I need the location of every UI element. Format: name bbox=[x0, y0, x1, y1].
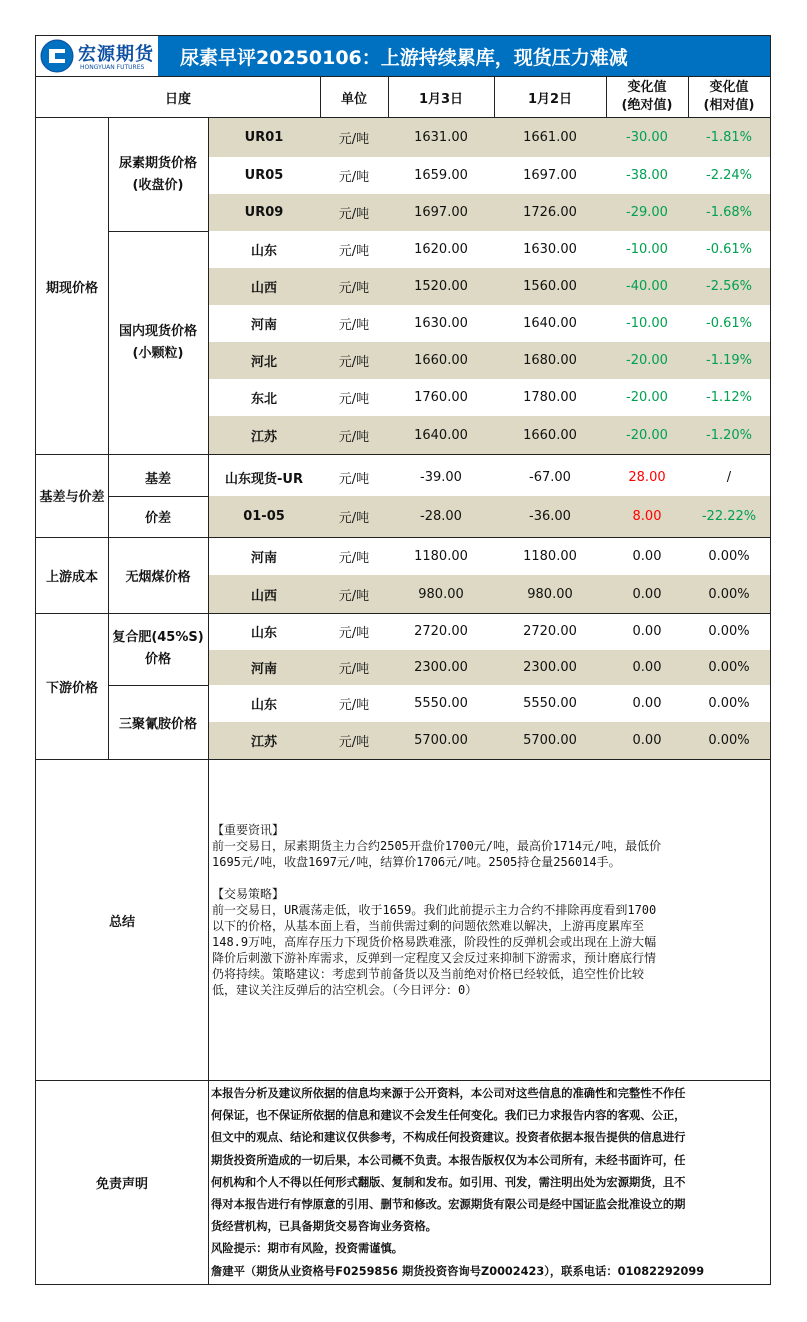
table-cell-v1: -39.00 bbox=[420, 469, 462, 485]
table-cell-abs: -20.00 bbox=[626, 353, 668, 368]
table-cell-item: 山西 bbox=[250, 588, 277, 604]
summary-label: 总结 bbox=[108, 914, 135, 930]
disclaimer-line: 本报告分析及建议所依据的信息均来源于公开资料，本公司对这些信息的准确性和完整性不作任 bbox=[211, 1087, 686, 1100]
strategy-line: 148.9万吨，高库存压力下现货价格易跌难涨，阶段性的反弹机会或出现在上游大幅 bbox=[212, 935, 657, 949]
grid-line bbox=[36, 537, 770, 538]
table-cell-item: 东北 bbox=[250, 392, 277, 407]
table-cell-item: 山东 bbox=[250, 698, 277, 713]
table-cell-rel: -1.19% bbox=[706, 353, 752, 368]
disclaimer-line: 何保证，也不保证所依据的信息和建议不会发生任何变化。我们已力求报告内容的客观、公正， bbox=[211, 1109, 686, 1123]
table-cell-item: 河南 bbox=[250, 662, 277, 677]
news-body bbox=[212, 838, 768, 870]
strategy-line: 前一交易日，UR震荡走低，收于1659。我们此前提示主力合约不排除再度看到1700 bbox=[212, 903, 657, 917]
table-cell-unit: 元/吨 bbox=[338, 511, 370, 526]
header-date2: 1月2日 bbox=[527, 91, 573, 107]
table-cell-abs: 0.00 bbox=[632, 586, 662, 602]
table-cell-v1: 1640.00 bbox=[414, 427, 468, 443]
grid-line bbox=[36, 1080, 770, 1081]
table-cell-v2: 1630.00 bbox=[523, 242, 577, 257]
table-cell-unit: 元/吨 bbox=[338, 471, 370, 487]
table-cell-unit: 元/吨 bbox=[338, 170, 370, 185]
table-cell-v1: 980.00 bbox=[418, 586, 464, 602]
table-cell-v2: 5700.00 bbox=[523, 733, 577, 748]
table-cell-abs: -10.00 bbox=[626, 316, 668, 331]
table-cell-rel: 0.00% bbox=[708, 733, 750, 748]
table-cell-v2: 5550.00 bbox=[523, 696, 577, 711]
header-change-rel-line2: (相对值) bbox=[703, 98, 755, 113]
table-cell-v2: 1660.00 bbox=[523, 427, 577, 443]
table-cell-rel: 0.00% bbox=[708, 548, 750, 564]
table-cell-unit: 元/吨 bbox=[338, 392, 370, 407]
disclaimer-line: 期货投资所造成的一切后果，本公司概不负责。本报告版权仅为本公司所有，未经书面许可，任 bbox=[211, 1153, 686, 1167]
strategy-line: 降价后刺激下游补库需求，反弹到一定程度又会反过来抑制下游需求，预计磨底行情 bbox=[212, 951, 657, 965]
melamine-price-label: 三聚氰胺价格 bbox=[118, 716, 197, 732]
strategy-line: 仍将持续。策略建议：考虑到节前备货以及当前绝对价格已经较低，追空性价比较 bbox=[212, 967, 645, 981]
strategy-body bbox=[212, 902, 768, 998]
table-cell-rel: 0.00% bbox=[708, 660, 750, 675]
table-cell-rel: -2.24% bbox=[706, 168, 752, 183]
table-cell-abs: 0.00 bbox=[632, 733, 662, 748]
header-date1: 1月3日 bbox=[418, 91, 464, 107]
spread-label: 价差 bbox=[144, 511, 171, 526]
table-cell-abs: 28.00 bbox=[628, 469, 666, 485]
table-cell-unit: 元/吨 bbox=[338, 244, 370, 259]
table-cell-v1: 2300.00 bbox=[414, 660, 468, 675]
spot-price-label-line1: 国内现货价格 bbox=[118, 323, 197, 339]
table-cell-abs: -29.00 bbox=[626, 205, 668, 220]
table-cell-unit: 元/吨 bbox=[338, 355, 370, 370]
table-cell-rel: -2.56% bbox=[706, 279, 752, 294]
header-change-abs bbox=[606, 77, 688, 117]
table-cell-v1: 5700.00 bbox=[414, 733, 468, 748]
futures-price-label-line1: 尿素期货价格 bbox=[118, 155, 197, 171]
logo-sub: HONGYUAN FUTURES bbox=[80, 64, 145, 71]
table-cell-v2: 980.00 bbox=[527, 586, 573, 602]
table-cell-unit: 元/吨 bbox=[338, 281, 370, 296]
grid-line bbox=[320, 77, 321, 117]
table-cell-abs: 0.00 bbox=[632, 548, 662, 564]
header-date-label: 日度 bbox=[164, 91, 191, 107]
table-cell-unit: 元/吨 bbox=[338, 132, 370, 147]
table-cell-item: 01-05 bbox=[243, 509, 285, 524]
table-cell-v2: 1640.00 bbox=[523, 316, 577, 331]
disclaimer-line: 但文中的观点、结论和建议仅供参考，不构成任何投资建议。投资者依据本报告提供的信息进行 bbox=[211, 1131, 686, 1145]
table-cell-rel: -22.22% bbox=[701, 509, 757, 524]
table-cell-v2: 2720.00 bbox=[523, 624, 577, 639]
table-cell-unit: 元/吨 bbox=[338, 550, 370, 566]
title-bar bbox=[158, 36, 770, 76]
table-cell-v1: 1630.00 bbox=[414, 316, 468, 331]
table-cell-rel: 0.00% bbox=[708, 696, 750, 711]
table-cell-v1: 1660.00 bbox=[414, 353, 468, 368]
table-cell-v2: 1661.00 bbox=[523, 130, 577, 145]
hongyuan-logo-icon bbox=[40, 39, 74, 73]
disclaimer-line: 货经营机构，已具备期货交易咨询业务资格。 bbox=[211, 1220, 437, 1234]
table-cell-rel: -1.12% bbox=[706, 390, 752, 405]
table-cell-v1: 5550.00 bbox=[414, 696, 468, 711]
table-cell-item: 山西 bbox=[250, 281, 277, 296]
table-cell-abs: 8.00 bbox=[632, 509, 662, 524]
disclaimer-line: 风险提示：期市有风险，投资需谨慎。 bbox=[211, 1242, 404, 1256]
spot-price-label-line2: (小颗粒) bbox=[132, 345, 184, 361]
header-unit: 单位 bbox=[340, 91, 367, 107]
table-cell-item: 山东 bbox=[250, 244, 277, 259]
table-cell-rel: -0.61% bbox=[706, 242, 752, 257]
disclaimer-line: 何机构和个人不得以任何形式翻版、复制和发布。如引用、刊发，需注明出处为宏源期货，且不 bbox=[211, 1175, 686, 1189]
table-cell-rel: 0.00% bbox=[708, 624, 750, 639]
fertilizer-price-label-line2: 价格 bbox=[144, 652, 171, 667]
table-cell-v1: 1520.00 bbox=[414, 279, 468, 294]
grid-line bbox=[208, 117, 209, 1284]
strategy-heading: 【交易策略】 bbox=[212, 887, 285, 901]
table-cell-abs: 0.00 bbox=[632, 696, 662, 711]
spot-price-label bbox=[108, 231, 208, 454]
table-cell-abs: -30.00 bbox=[626, 130, 668, 145]
table-cell-v2: 1697.00 bbox=[523, 168, 577, 183]
header-change-rel-line1: 变化值 bbox=[709, 80, 749, 95]
table-cell-rel: -0.61% bbox=[706, 316, 752, 331]
page-title: 尿素早评20250106：上游持续累库，现货压力难减 bbox=[180, 46, 628, 69]
table-cell-unit: 元/吨 bbox=[338, 207, 370, 222]
table-cell-v1: 1620.00 bbox=[414, 242, 468, 257]
header-change-abs-line1: 变化值 bbox=[627, 80, 667, 95]
table-cell-item: 河北 bbox=[250, 355, 277, 370]
table-cell-item: UR01 bbox=[244, 130, 284, 145]
grid-line bbox=[36, 759, 770, 760]
table-cell-rel: / bbox=[726, 469, 732, 485]
table-cell-v1: 2720.00 bbox=[414, 624, 468, 639]
table-cell-item: 山东现货-UR bbox=[225, 471, 303, 487]
table-cell-unit: 元/吨 bbox=[338, 662, 370, 677]
grid-line bbox=[36, 76, 770, 77]
section-basis: 基差与价差 bbox=[39, 490, 105, 505]
table-cell-item: 山东 bbox=[250, 626, 277, 641]
table-cell-v2: 1780.00 bbox=[523, 390, 577, 405]
table-cell-abs: -10.00 bbox=[626, 242, 668, 257]
table-cell-abs: 0.00 bbox=[632, 624, 662, 639]
grid-line bbox=[606, 77, 607, 117]
table-cell-unit: 元/吨 bbox=[338, 626, 370, 641]
strategy-line: 以下的价格，从基本面上看，当前供需过剩的问题依然难以解决，上游再度累库至 bbox=[212, 919, 645, 933]
grid-line bbox=[36, 454, 770, 455]
table-cell-abs: -38.00 bbox=[626, 168, 668, 183]
table-cell-rel: -1.68% bbox=[706, 205, 752, 220]
table-cell-abs: -20.00 bbox=[626, 390, 668, 405]
strategy-line: 低，建议关注反弹后的沽空机会。（今日评分：0） bbox=[212, 983, 478, 997]
fertilizer-price-label-line1: 复合肥(45%S) bbox=[112, 630, 204, 645]
logo-area bbox=[36, 36, 158, 76]
basis-label: 基差 bbox=[144, 471, 171, 487]
table-cell-unit: 元/吨 bbox=[338, 735, 370, 750]
table-cell-rel: -1.81% bbox=[706, 130, 752, 145]
table-cell-rel: 0.00% bbox=[708, 586, 750, 602]
news-line: 1695元/吨，收盘1697元/吨，结算价1706元/吨。2505持仓量256014手。 bbox=[212, 855, 621, 869]
header-change-abs-line2: (绝对值) bbox=[621, 98, 673, 113]
table-cell-v1: 1659.00 bbox=[414, 168, 468, 183]
table-cell-v1: 1697.00 bbox=[414, 205, 468, 220]
grid-line bbox=[388, 77, 389, 117]
grid-line bbox=[108, 231, 208, 232]
table-cell-abs: 0.00 bbox=[632, 660, 662, 675]
disclaimer-content bbox=[211, 1083, 769, 1283]
section-downstream: 下游价格 bbox=[45, 680, 98, 696]
disclaimer-line: 詹建平（期货从业资格号F0259856 期货投资咨询号Z0002423），联系电话：01082292099 bbox=[211, 1264, 705, 1278]
coal-price-label: 无烟煤价格 bbox=[125, 569, 191, 585]
news-line: 前一交易日，尿素期货主力合约2505开盘价1700元/吨，最高价1714元/吨，最低价 bbox=[212, 839, 662, 853]
table-cell-v2: 1560.00 bbox=[523, 279, 577, 294]
news-heading: 【重要资讯】 bbox=[212, 823, 285, 837]
fertilizer-price-label bbox=[108, 613, 208, 685]
table-cell-v1: -28.00 bbox=[420, 509, 462, 524]
table-cell-v2: -36.00 bbox=[529, 509, 571, 524]
disclaimer-line: 得对本报告进行有悖原意的引用、删节和修改。宏源期货有限公司是经中国证监会批准设立的期 bbox=[211, 1198, 686, 1212]
futures-price-label-line2: (收盘价) bbox=[132, 177, 184, 193]
grid-line bbox=[688, 77, 689, 117]
grid-line bbox=[108, 685, 208, 686]
table-cell-item: 河南 bbox=[250, 550, 277, 566]
table-cell-abs: -20.00 bbox=[626, 427, 668, 443]
table-cell-v2: 1180.00 bbox=[523, 548, 577, 564]
table-cell-item: 江苏 bbox=[250, 735, 277, 750]
table-cell-item: UR05 bbox=[244, 168, 284, 183]
table-cell-unit: 元/吨 bbox=[338, 698, 370, 713]
table-cell-unit: 元/吨 bbox=[338, 318, 370, 333]
futures-price-label bbox=[108, 118, 208, 231]
summary-content bbox=[212, 822, 768, 998]
table-cell-unit: 元/吨 bbox=[338, 588, 370, 604]
table-cell-v2: 2300.00 bbox=[523, 660, 577, 675]
header-change-rel bbox=[688, 77, 770, 117]
grid-line bbox=[36, 117, 770, 118]
grid-line bbox=[108, 496, 208, 497]
table-cell-unit: 元/吨 bbox=[338, 429, 370, 445]
table-cell-v2: 1680.00 bbox=[523, 353, 577, 368]
table-cell-v1: 1180.00 bbox=[414, 548, 468, 564]
section-qixian: 期现价格 bbox=[45, 280, 98, 296]
table-cell-abs: -40.00 bbox=[626, 279, 668, 294]
table-cell-item: 江苏 bbox=[250, 429, 277, 445]
table-cell-v2: -67.00 bbox=[529, 469, 571, 485]
grid-line bbox=[494, 77, 495, 117]
section-upstream: 上游成本 bbox=[45, 569, 98, 585]
table-cell-v1: 1631.00 bbox=[414, 130, 468, 145]
table-cell-item: 河南 bbox=[250, 318, 277, 333]
table-cell-rel: -1.20% bbox=[706, 427, 752, 443]
logo-name: 宏源期货 bbox=[78, 44, 154, 65]
grid-line bbox=[36, 613, 770, 614]
table-cell-v1: 1760.00 bbox=[414, 390, 468, 405]
table-cell-item: UR09 bbox=[244, 205, 284, 220]
disclaimer-label: 免责声明 bbox=[95, 1177, 148, 1192]
grid-line bbox=[108, 117, 109, 759]
table-cell-v2: 1726.00 bbox=[523, 205, 577, 220]
